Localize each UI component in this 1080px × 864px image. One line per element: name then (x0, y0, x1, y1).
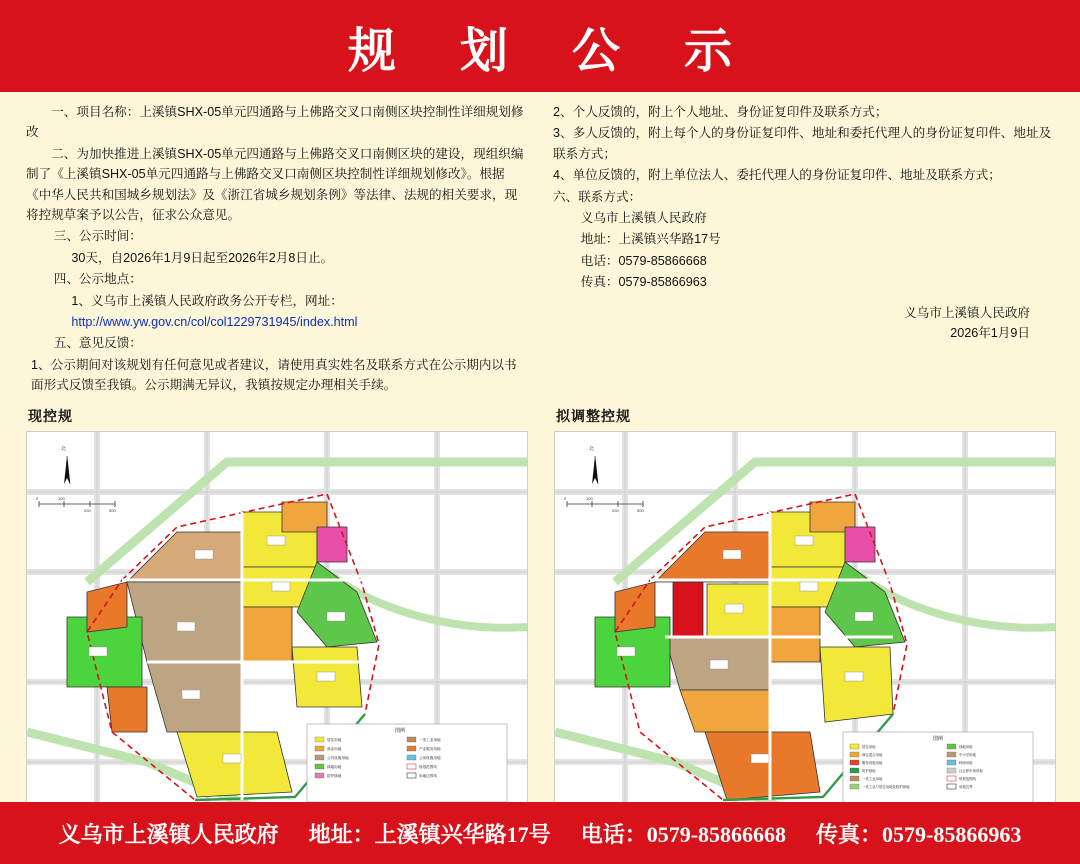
page-title: 规 划 公 示 (347, 24, 758, 78)
notice-line: 1、公示期间对该规划有任何意见或者建议，请使用真实姓名及联系方式在公示期内以书面形式反馈至我镇。公示期满无异议，我镇按规定办理相关手续。 (31, 357, 517, 393)
notice-line: 3、多人反馈的，附上每个人的身份证复印件、地址和委托代理人的身份证复印件、地址及联系方式； (553, 126, 1052, 161)
footer-phone: 电话：0579-85866668 (580, 821, 787, 847)
svg-text:服务设施用地: 服务设施用地 (862, 761, 883, 766)
contact-address: 地址：上溪镇兴华路17号 (580, 232, 721, 247)
notice-line: 六、联系方式： (553, 189, 642, 204)
notice-line: 四、公示地点： (53, 272, 142, 287)
svg-text:一类工业与居住用地及防护绿地: 一类工业与居住用地及防护绿地 (862, 785, 910, 790)
notice-line: 30天，自2026年1月9日起至2026年2月8日止。 (71, 250, 334, 265)
notice-line: 1、义乌市上溪镇人民政府政务公开专栏，网址： (71, 293, 343, 308)
notice-line: 三、公示时间： (53, 229, 142, 244)
footer-org: 义乌市上溪镇人民政府 (58, 821, 279, 847)
map-frame-right[interactable] (554, 431, 1056, 823)
map-legend-left (307, 724, 507, 802)
svg-text:社会停车场用地: 社会停车场用地 (959, 769, 983, 774)
page-header (0, 0, 1080, 92)
svg-text:200: 200 (612, 508, 619, 514)
signature-date: 2026年1月9日 (950, 325, 1030, 340)
svg-text:0: 0 (36, 496, 39, 502)
svg-text:一类工业用地: 一类工业用地 (419, 738, 441, 743)
svg-text:图例: 图例 (394, 728, 406, 735)
svg-text:图例: 图例 (932, 736, 944, 743)
svg-text:绿地用地: 绿地用地 (959, 745, 973, 750)
footer-fax: 传真：0579-85866963 (816, 821, 1022, 847)
notice-right-column (553, 102, 1054, 396)
map-section (0, 396, 1080, 823)
svg-text:居住用地: 居住用地 (862, 745, 876, 750)
contact-org: 义乌市上溪镇人民政府 (580, 210, 707, 225)
notice-body (0, 92, 1080, 396)
notice-line: 2、个人反馈的，附上个人地址、身份证复印件及联系方式； (553, 105, 888, 119)
notice-line: 4、单位反馈的，附上单位法人、委托代理人的身份证复印件、地址及联系方式； (553, 168, 1001, 183)
svg-text:一类工业用地: 一类工业用地 (862, 777, 883, 782)
svg-text:200: 200 (84, 508, 91, 514)
notice-line: 五、意见反馈： (53, 336, 142, 351)
svg-text:商住混合用地: 商住混合用地 (862, 753, 883, 758)
svg-text:科研用地: 科研用地 (959, 761, 973, 766)
public-notice-url[interactable]: http://www.yw.gov.cn/col/col1229731945/index.html (71, 314, 358, 329)
svg-text:中小学用地: 中小学用地 (959, 753, 976, 758)
contact-fax: 传真：0579-85866963 (580, 275, 707, 290)
map-adjusted-plan (554, 402, 1056, 823)
svg-text:300: 300 (109, 508, 116, 514)
map-legend-right (843, 732, 1033, 806)
signature-org: 义乌市上溪镇人民政府 (904, 305, 1030, 320)
svg-text:规划范围线: 规划范围线 (419, 765, 437, 770)
notice-line: 二、为加快推进上溪镇SHX-05单元四通路与上佛路交叉口南侧区块的建设，现组织编制了《上溪镇SHX-05单元四通路与上佛路交叉口南侧区块控制性详细规划修改》。根据《中华人民共和国城乡规划法》及《浙江省城乡规划条例》等法律、法规的相关要求，现将控规草案予以公告，征求公众意见。 (26, 146, 524, 222)
svg-text:居住用地: 居住用地 (327, 738, 342, 743)
notice-left-column (26, 102, 527, 396)
svg-text:用地边界线: 用地边界线 (419, 774, 437, 779)
svg-text:公用设施用地: 公用设施用地 (419, 756, 441, 761)
svg-text:北: 北 (589, 446, 595, 453)
svg-text:防护绿地: 防护绿地 (327, 774, 342, 779)
map-caption-right: 拟调整控规 (556, 408, 631, 425)
svg-text:商业用地: 商业用地 (327, 747, 342, 752)
svg-text:0: 0 (564, 496, 567, 502)
map-caption-left: 现控规 (28, 408, 73, 425)
page-footer (0, 802, 1080, 864)
svg-text:规划范围线: 规划范围线 (959, 777, 976, 782)
notice-line: 一、项目名称：上溪镇SHX-05单元四通路与上佛路交叉口南侧区块控制性详细规划修改 (26, 105, 524, 140)
svg-text:100: 100 (586, 496, 593, 502)
svg-text:用地边界: 用地边界 (959, 785, 973, 790)
svg-text:公共设施用地: 公共设施用地 (327, 756, 349, 761)
svg-text:300: 300 (637, 508, 644, 514)
contact-phone: 电话：0579-85866668 (580, 253, 707, 268)
svg-text:产业服务用地: 产业服务用地 (419, 747, 441, 752)
map-current-plan (26, 402, 528, 823)
svg-text:绿地用地: 绿地用地 (327, 765, 342, 770)
footer-address: 地址：上溪镇兴华路17号 (308, 821, 551, 847)
map-frame-left[interactable] (26, 431, 528, 823)
svg-text:100: 100 (58, 496, 65, 502)
svg-text:防护绿地: 防护绿地 (862, 769, 876, 774)
svg-text:北: 北 (61, 446, 67, 453)
